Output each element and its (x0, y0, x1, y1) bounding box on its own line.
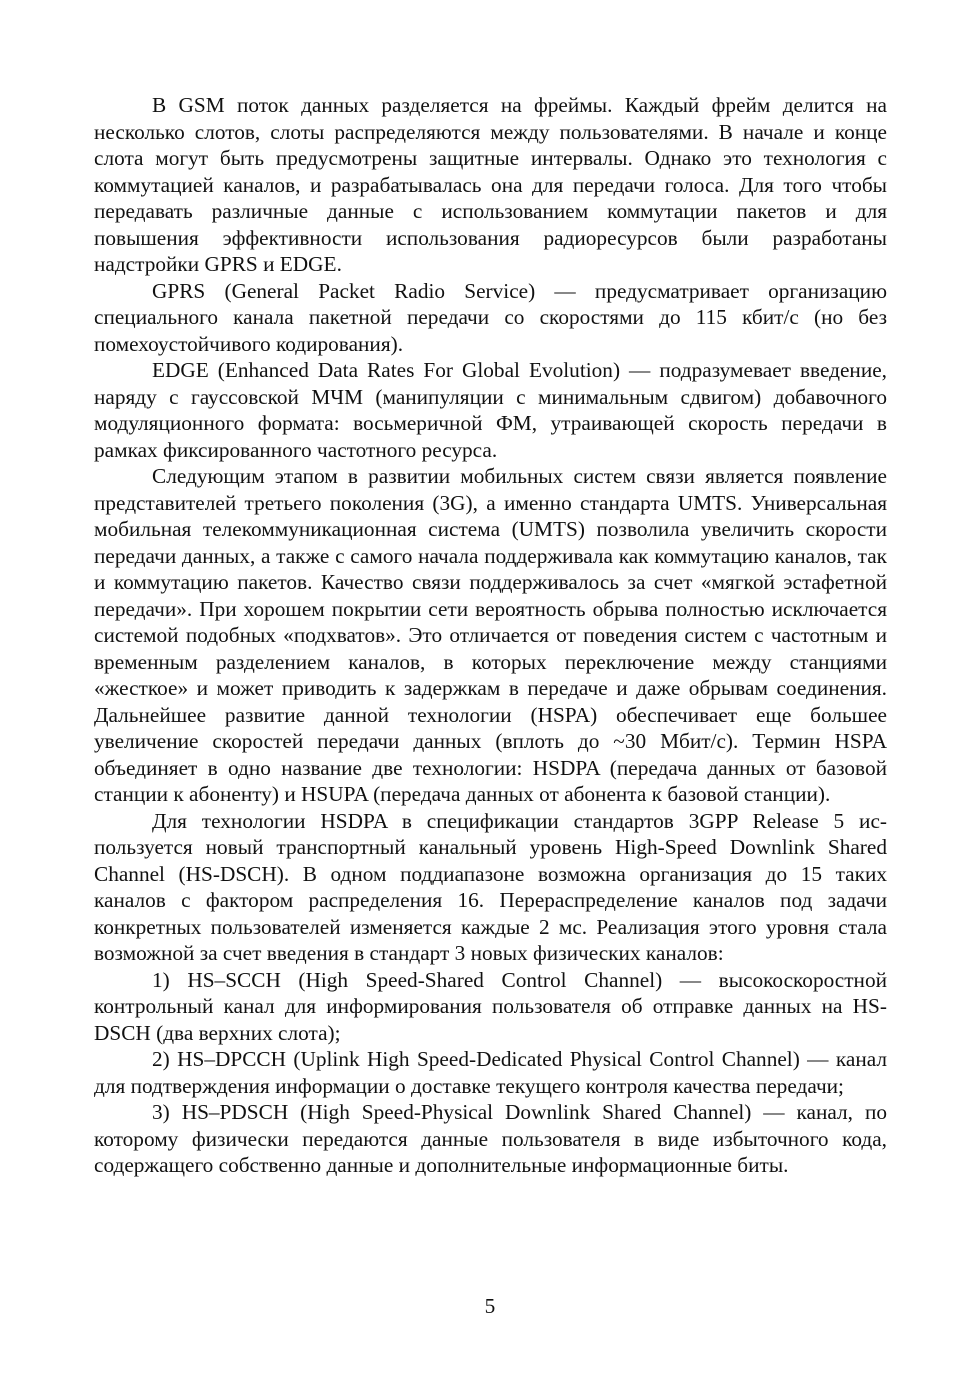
list-item-hs-pdsch: 3) HS–PDSCH (High Speed-Physical Downlink Shared Channel) — канал, по которому физически передаются данные пользователя в виде избыточного кода, содержащего собственно данные и дополнительные информационные биты. (94, 1100, 887, 1177)
paragraph-gsm: В GSM поток данных разделяется на фреймы. Каждый фрейм делится на несколько слотов, слоты распределяются между пользователями. В начале и конце слота могут быть предусмотрены защитные интервалы. Однако это технология с коммутацией каналов, и разрабатывалась она для передачи голоса. Для того чтобы передавать различные данные с использованием коммутации пакетов и для повышения эффективности использования радиоресурсов были разработаны надстройки GPRS и EDGE. (94, 93, 887, 276)
list-item-hs-scch: 1) HS–SCCH (High Speed-Shared Control Channel) — высокоскоростной контрольный канал для информирования пользователя об отправке данных на HS-DSCH (два верхних слота); (94, 967, 887, 1045)
document-body (94, 92, 887, 1179)
paragraph-umts: Следующим этапом в развитии мобильных систем связи является появление представителей третьего поколения (3G), а именно стандарта UMTS. Универсальная мобильная телекоммуникационная система (UMTS) позволила увеличить скорости передачи данных, а также с самого начала поддерживала как коммутацию каналов, так и коммутацию пакетов. Качество связи поддерживалось за счет «мягкой эстафетной передачи». При хорошем покрытии сети вероятность обрыва полностью исключается системой подобных «подхватов». Это отличается от поведения систем с частотным и временным разделением каналов, в которых переключение между станциями «жесткое» и может приводить к задержкам в передаче и даже обрывам соединения. Дальнейшее развитие данной технологии (HSPA) обеспечивает еще большее увеличение скоростей передачи данных (вплоть до ~30 Мбит/с). Термин HSPA объединяет в одно название две технологии: HSDPA (передача данных от базовой станции к абоненту) и HSUPA (передача данных от абонента к базовой станции). (94, 464, 887, 806)
paragraph-gprs: GPRS (General Packet Radio Service) — предусматривает организацию специального канала пакетной передачи со скоростями до 115 кбит/с (но без помехоустойчивого кодирования). (94, 278, 887, 356)
list-item-hs-dpcch: 2) HS–DPCCH (Uplink High Speed-Dedicated Physical Control Channel) — канал для подтверждения информации о доставке текущего контроля качества передачи; (94, 1047, 887, 1098)
page-number: 5 (484, 1294, 496, 1318)
paragraph-hsdpa: Для технологии HSDPA в спецификации стандартов 3GPP Release 5 используется новый транспортный канальный уровень High-Speed Downlink Shared Channel (HS-DSCH). В одном поддиапазоне возможна организация до 15 таких каналов с фактором распределения 16. Перераспределение каналов под задачи конкретных пользователей изменяется каждые 2 мс. Реализация этого уровня стала возможной за счет введения в стандарт 3 новых физических каналов: (94, 808, 887, 965)
paragraph-edge: EDGE (Enhanced Data Rates For Global Evolution) — подразумевает введение, наряду с гауссовской МЧМ (манипуляции с минимальным сдвигом) добавочного модуляционного формата: восьмеричной ФМ, утраивающей скорость передачи в рамках фиксированного частотного ресурса. (94, 358, 887, 462)
